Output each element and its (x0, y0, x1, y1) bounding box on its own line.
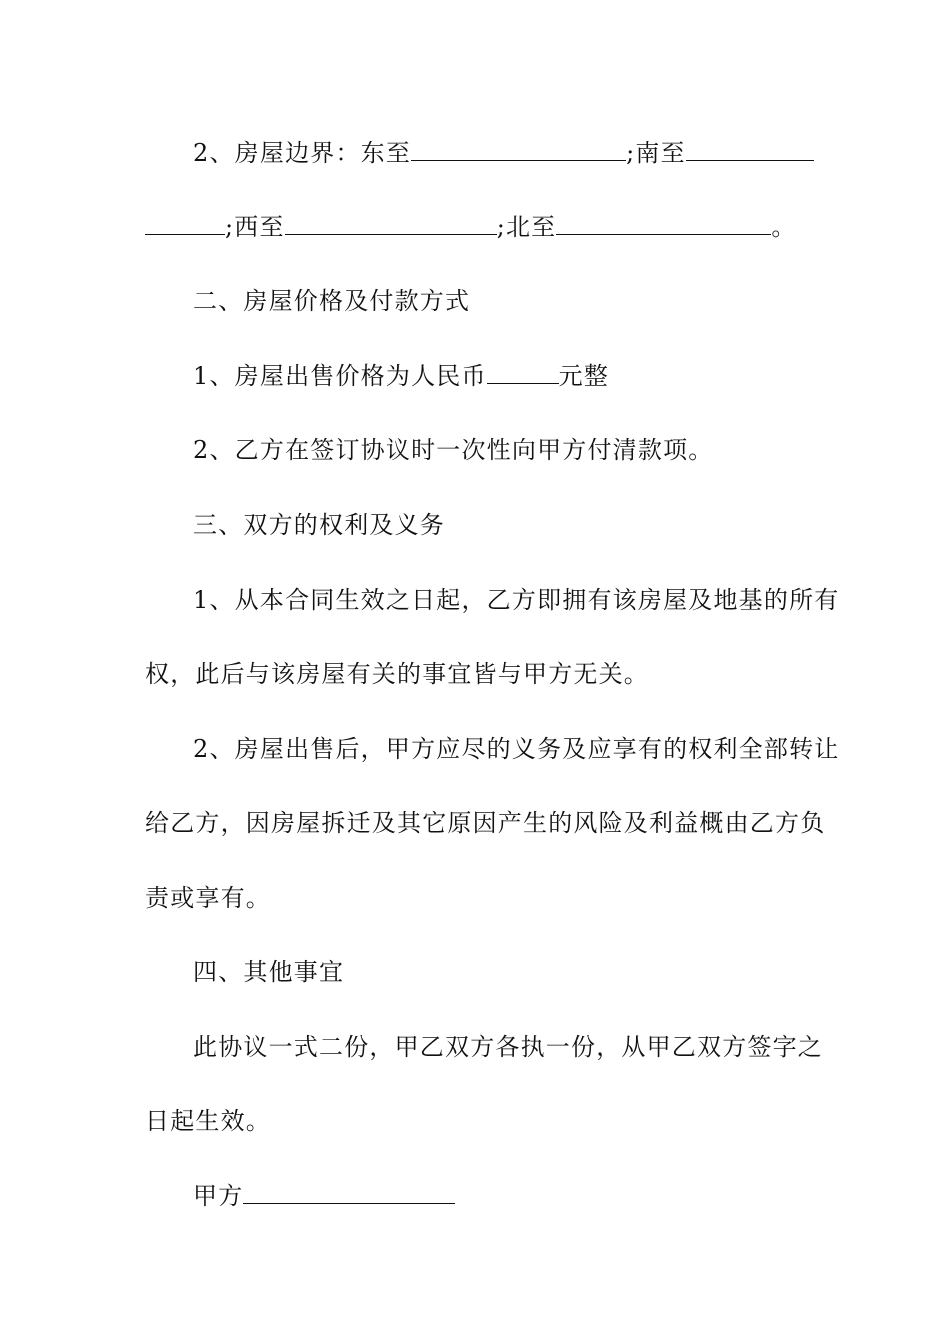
boundary-east-label: 2、房屋边界：东至 (193, 139, 412, 167)
boundary-end-mark: 。 (771, 213, 797, 241)
boundary-line-1 (193, 138, 858, 168)
rights-clause-2-line-1: 2、房屋出售后，甲方应尽的义务及应享有的权利全部转让 (193, 735, 840, 763)
payment-clause: 2、乙方在签订协议时一次性向甲方付清款项。 (193, 436, 714, 464)
party-a-label: 甲方 (193, 1182, 244, 1210)
other-clause-line-1: 此协议一式二份，甲乙双方各执一份，从甲乙双方签字之 (193, 1033, 823, 1061)
section-3-heading: 三、双方的权利及义务 (193, 511, 445, 539)
other-clause-line-2: 日起生效。 (145, 1107, 271, 1135)
boundary-south-label: ;南至 (626, 139, 686, 167)
north-blank (556, 212, 771, 235)
rights-clause-2-line-3: 责或享有。 (145, 884, 271, 912)
price-blank (487, 361, 559, 384)
rights-clause-1-line-2: 权，此后与该房屋有关的事宜皆与甲方无关。 (145, 660, 649, 688)
south-blank-part2 (145, 212, 225, 235)
rights-clause-2-line-2: 给乙方，因房屋拆迁及其它原因产生的风险及利益概由乙方负 (145, 809, 826, 837)
price-line (193, 361, 858, 391)
east-blank (411, 138, 626, 161)
party-a-signature-line (193, 1181, 858, 1211)
party-a-blank (243, 1181, 455, 1204)
boundary-line-2 (145, 212, 810, 242)
price-unit: 元整 (558, 362, 610, 390)
price-label: 1、房屋出售价格为人民币 (193, 362, 487, 390)
rights-clause-1-line-1: 1、从本合同生效之日起，乙方即拥有该房屋及地基的所有 (193, 586, 840, 614)
boundary-west-label: ;西至 (225, 213, 285, 241)
section-4-heading: 四、其他事宜 (193, 958, 345, 986)
section-2-heading: 二、房屋价格及付款方式 (193, 287, 471, 315)
west-blank (285, 212, 497, 235)
boundary-north-label: ;北至 (496, 213, 557, 241)
south-blank-part1 (686, 138, 814, 161)
